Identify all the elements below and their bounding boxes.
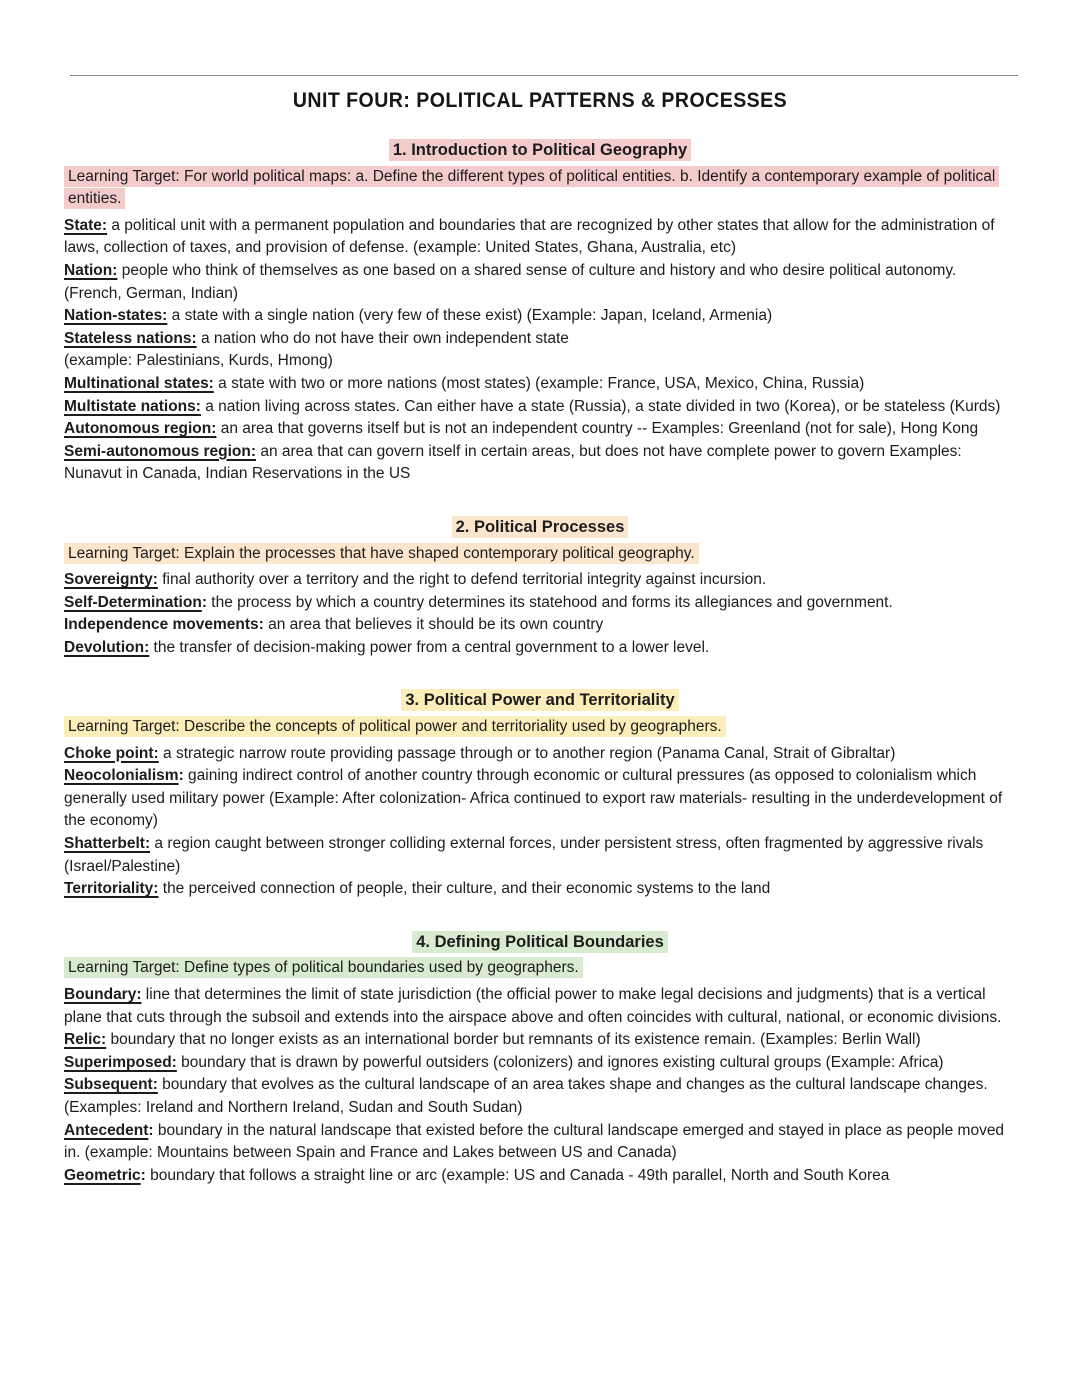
definition-row: Territoriality: the perceived connection of people, their culture, and their economic systems to the land [64,880,771,898]
example-line: (example: Palestinians, Kurds, Hmong) [64,352,333,370]
definition-row: State: a political unit with a permanent population and boundaries that are recognized by other states that allow for the administration of laws, collection of taxes, and provision of defense. (example: United States, Ghana, Australia, etc) [64,216,995,257]
definition-term: Autonomous region: [64,420,217,438]
definition-term: Boundary: [64,986,142,1003]
definition-term: Nation: [64,261,118,279]
definition-row: Superimposed: boundary that is drawn by powerful outsiders (colonizers) and ignores existing cultural groups (Example: Africa) [64,1053,944,1071]
section-2 [64,516,1016,660]
definition-term: State: [64,216,108,234]
definition-row: Nation-states: a state with a single nation (very few of these exist) (Example: Japan, Iceland, Armenia) [64,307,773,325]
definition-term: Antecedent [64,1121,149,1139]
definition-term: Nation-states: [64,307,168,325]
definition-term: Shatterbelt: [64,835,151,853]
definition-term: Superimposed: [64,1053,177,1071]
document-title: UNIT FOUR: POLITICAL PATTERNS & PROCESSES [292,89,788,112]
definition-term: Self-Determination [64,593,202,611]
section-3 [64,689,1016,900]
definition-row: Geometric: boundary that follows a straight line or arc (example: US and Canada - 49th parallel, North and South Korea [64,1166,890,1184]
section-heading [64,689,1016,712]
learning-target-highlight: Learning Target: Describe the concepts of political power and territoriality used by geographers. [64,716,726,737]
definition-row: Self-Determination: the process by which a country determines its statehood and forms its allegiances and government. [64,593,893,611]
definition-term: Devolution: [64,638,150,656]
definition-term: Stateless nations: [64,329,197,347]
definition-row: Sovereignty: final authority over a territory and the right to defend territorial integrity against incursion. [64,571,767,589]
learning-target [64,957,1016,980]
definition-row: Multistate nations: a nation living across states. Can either have a state (Russia), a state divided in two (Korea), or be stateless (Kurds) [64,397,1001,415]
section-heading-highlight: 3. Political Power and Territoriality [401,689,678,711]
definition-row: Independence movements: an area that believes it should be its own country [64,616,604,634]
section-1 [64,139,1016,486]
section-heading-highlight: 1. Introduction to Political Geography [389,139,691,161]
definition-term: Subsequent: [64,1076,158,1094]
section-heading [64,931,1016,954]
definition-term: Choke point: [64,744,159,762]
example-line: (Examples: Ireland and Northern Ireland, Sudan and South Sudan) [64,1098,523,1116]
learning-target [64,166,1016,211]
section-heading-highlight: 4. Defining Political Boundaries [412,931,668,953]
definition-row: Autonomous region: an area that governs itself but is not an independent country -- Examples: Greenland (not for sale), Hong Kong [64,420,979,438]
section-heading [64,516,1016,539]
section-heading-highlight: 2. Political Processes [452,516,629,538]
definition-term-colon: : [140,1166,146,1184]
header-rule [70,75,1018,76]
section-4 [64,931,1016,1188]
learning-target-highlight: Learning Target: Define types of political boundaries used by geographers. [64,957,583,978]
learning-target-highlight: Learning Target: Explain the processes that have shaped contemporary political geography. [64,543,699,564]
definition-row: Subsequent: boundary that evolves as the cultural landscape of an area takes shape and changes as the cultural landscape changes. [64,1076,988,1094]
definition-row: Nation: people who think of themselves as one based on a shared sense of culture and history and who desire political autonomy. (French, German, Indian) [64,261,957,302]
definition-term: Multistate nations: [64,397,201,415]
definition-term: Relic: [64,1031,107,1049]
definition-term-colon: : [178,767,184,785]
definition-row: Boundary: line that determines the limit of state jurisdiction (the official power to make legal decisions and judgments) that is a vertical plane that cuts through the subsoil and extends into the airspace above and often coincides with cultural, national, or economic divisions. [64,986,1002,1026]
definition-term: Independence movements: [64,616,264,634]
definition-row: Stateless nations: a nation who do not have their own independent state [64,329,569,347]
definition-term-colon: : [201,593,207,611]
definition-term: Multinational states: [64,374,214,392]
definition-row: Semi-autonomous region: an area that can govern itself in certain areas, but does not have complete power to govern Examples: Nunavut in Canada, Indian Reservations in the US [64,442,962,483]
definition-row: Shatterbelt: a region caught between stronger colliding external forces, under persistent stress, often fragmented by aggressive rivals (Israel/Palestine) [64,835,984,875]
definition-row: Neocolonialism: gaining indirect control of another country through economic or cultural pressures (as opposed to colonialism which generally used military power (Example: After colonization- Africa continued to export raw materials- resulting in the underdevelopment of the economy) [64,767,1003,830]
definition-row: Choke point: a strategic narrow route providing passage through or to another region (Panama Canal, Strait of Gibraltar) [64,744,896,762]
definition-term: Neocolonialism [64,767,179,785]
definition-row: Relic: boundary that no longer exists as an international border but remnants of its existence remain. (Examples: Berlin Wall) [64,1031,921,1049]
document-body [64,139,1016,1187]
definition-term: Territoriality: [64,880,159,898]
learning-target-highlight: Learning Target: For world political maps: a. Define the different types of political entities. b. Identify a contemporary example of political entities. [64,166,999,210]
definition-term-colon: : [148,1121,154,1139]
learning-target [64,543,1016,566]
section-heading [64,139,1016,162]
definition-row: Multinational states: a state with two or more nations (most states) (example: France, USA, Mexico, China, Russia) [64,374,865,392]
definition-term: Geometric [64,1166,141,1184]
definition-row: Antecedent: boundary in the natural landscape that existed before the cultural landscape emerged and stayed in place as people moved in. (example: Mountains between Spain and France and Lakes between US and Canada) [64,1121,1005,1162]
definition-term: Semi-autonomous region: [64,442,257,460]
definition-term: Sovereignty: [64,571,158,589]
learning-target [64,716,1016,739]
definition-row: Devolution: the transfer of decision-making power from a central government to a lower level. [64,638,710,656]
